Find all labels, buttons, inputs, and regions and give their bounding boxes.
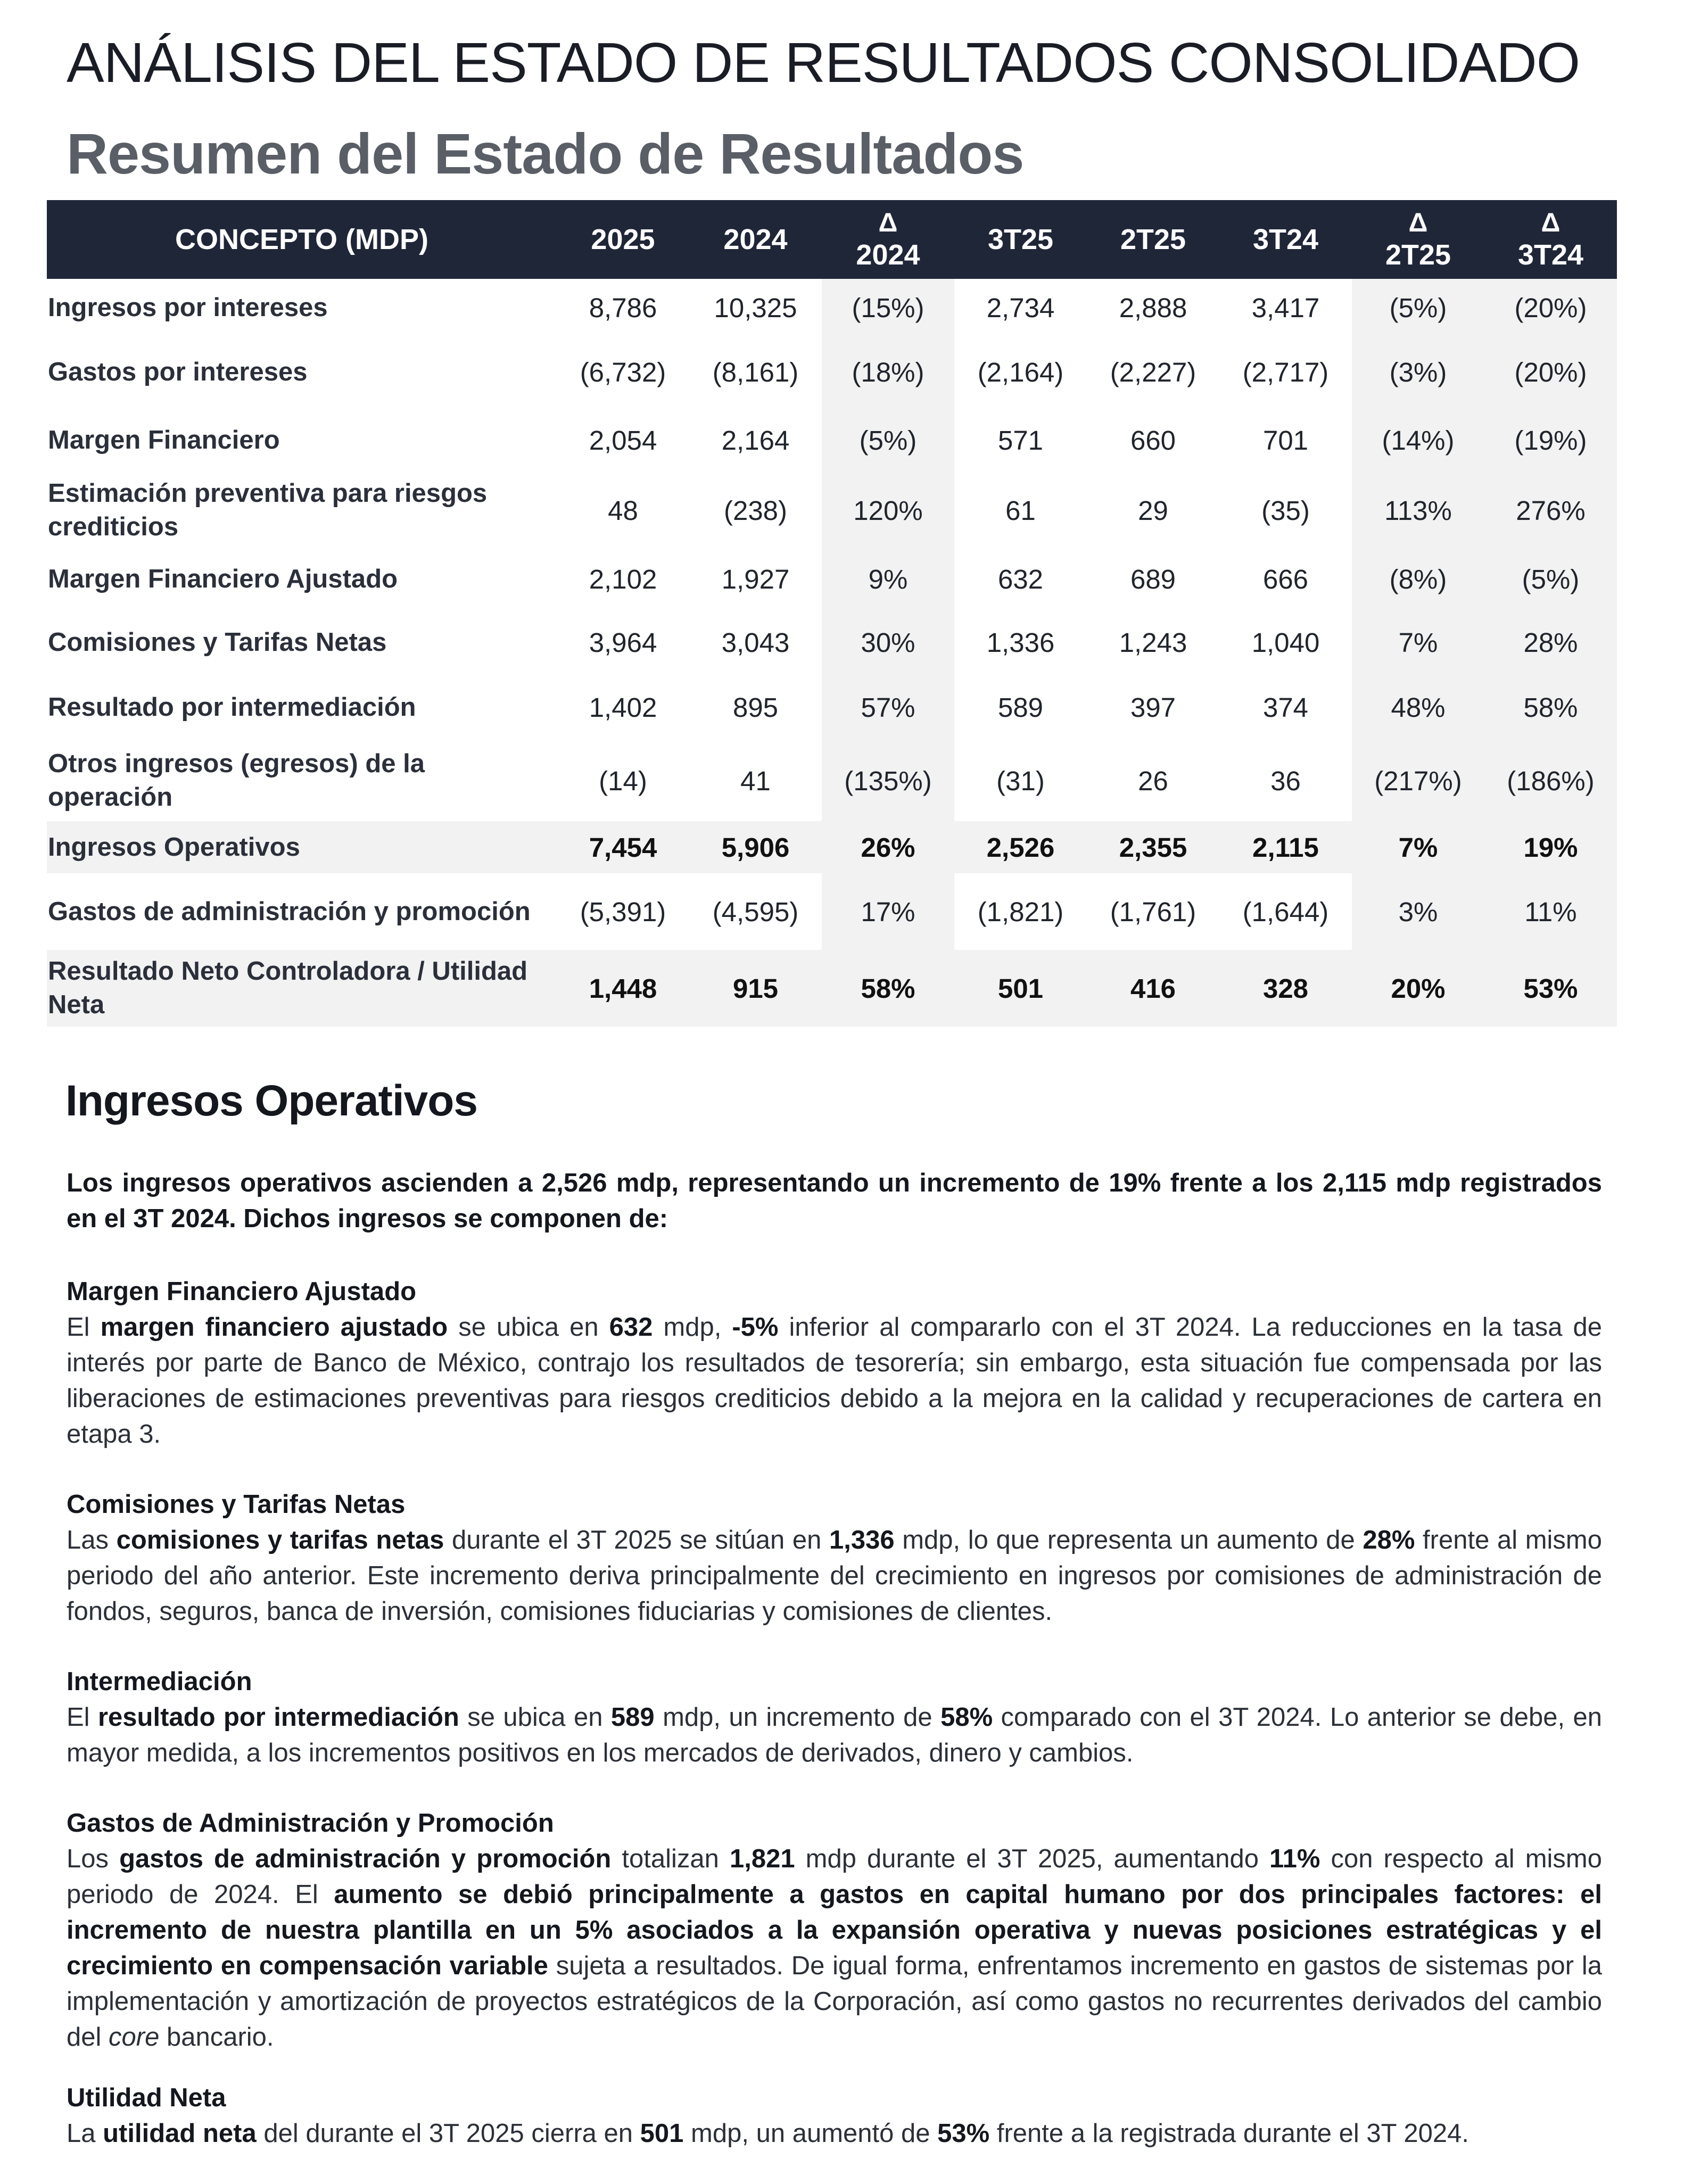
cell-delta-2t25: (5%) (1352, 279, 1484, 337)
intro-paragraph: Los ingresos operativos ascienden a 2,526 mdp, representando un incremento de 19% frente a los 2,115 mdp registrados en el 3T 2024. Dichos ingresos se componen de: (67, 1169, 1602, 1233)
cell-3t25: 632 (997, 564, 1044, 594)
paragraph-body (67, 1700, 1602, 1771)
cell-delta-3t24: 53% (1484, 950, 1617, 1027)
text: mdp, un incremento de (654, 1703, 941, 1732)
table-row (47, 950, 1617, 1027)
cell-3t25: 2,734 (986, 293, 1055, 323)
cell-2025: (6,732) (580, 357, 666, 387)
cell-delta-2t25: 20% (1352, 950, 1484, 1027)
text: se ubica en (448, 1313, 609, 1342)
row-concept: Ingresos Operativos (47, 821, 557, 873)
text: El (67, 1703, 98, 1732)
table-row (47, 740, 1617, 821)
cell-3t25: 1,336 (986, 627, 1055, 658)
cell-3t24: 701 (1262, 425, 1309, 456)
cell-2024: 2,164 (721, 425, 790, 456)
cell-3t24: (2,717) (1242, 357, 1329, 387)
cell-3t25: 501 (954, 950, 1087, 1027)
paragraph-body (67, 1523, 1602, 1629)
header-3t24: 3T24 (1219, 200, 1352, 279)
cell-delta-3t24: (20%) (1484, 337, 1617, 407)
cell-2t25: (1,761) (1110, 896, 1196, 927)
table-row (47, 407, 1617, 473)
cell-delta-2024: 57% (822, 674, 954, 740)
row-concept: Otros ingresos (egresos) de la operación (48, 749, 425, 812)
header-delta-2t25 (1352, 200, 1484, 279)
cell-delta-2024: 9% (822, 548, 954, 610)
bold-text: 589 (610, 1703, 655, 1732)
table-row (47, 279, 1617, 337)
table-row (47, 548, 1617, 610)
section-subtitle: Resumen del Estado de Resultados (67, 121, 1024, 186)
header-delta-2024 (822, 200, 954, 279)
delta-icon: Δ (1541, 208, 1560, 238)
text: Las (67, 1526, 117, 1554)
cell-3t24: 3,417 (1251, 293, 1320, 323)
cell-3t24: 666 (1262, 564, 1309, 594)
cell-2t25: 29 (1138, 495, 1168, 526)
cell-3t25: (2,164) (977, 357, 1064, 387)
cell-3t25: 61 (1005, 495, 1036, 526)
bold-text: gastos de administración y promoción (119, 1844, 612, 1873)
text: mdp, lo que representa un aumento de (894, 1526, 1363, 1554)
cell-delta-2024: (15%) (822, 279, 954, 337)
bold-text: utilidad neta (103, 2119, 257, 2148)
italic-text: core (109, 2023, 160, 2051)
bold-text: 632 (609, 1313, 653, 1342)
cell-delta-3t24: 58% (1484, 674, 1617, 740)
text: se ubica en (459, 1703, 611, 1732)
cell-2025: 2,102 (589, 564, 657, 594)
cell-delta-3t24: (5%) (1484, 548, 1617, 610)
cell-delta-2t25: (3%) (1352, 337, 1484, 407)
cell-3t24: 374 (1262, 692, 1309, 723)
cell-delta-2024: 58% (822, 950, 954, 1027)
cell-3t25: 589 (997, 692, 1044, 723)
paragraph-gastos (67, 1806, 1602, 2055)
row-concept: Estimación preventiva para riesgos crediticios (48, 479, 488, 541)
bold-text: comisiones y tarifas netas (116, 1526, 444, 1554)
cell-delta-3t24: (186%) (1484, 740, 1617, 821)
table-row (47, 821, 1617, 873)
cell-2025: 7,454 (557, 821, 689, 873)
cell-2025: (14) (599, 765, 647, 796)
row-concept: Resultado Neto Controladora / Utilidad Neta (47, 950, 557, 1027)
cell-delta-2024: (5%) (822, 407, 954, 473)
bold-text: 58% (940, 1703, 993, 1732)
bold-text: 1,821 (729, 1844, 795, 1873)
paragraph-comisiones (67, 1487, 1602, 1629)
header-delta-2024-label: 2024 (856, 238, 920, 271)
paragraph-intermediacion (67, 1664, 1602, 1771)
bold-text: resultado por intermediación (97, 1703, 459, 1732)
cell-2025: 2,054 (589, 425, 657, 456)
cell-delta-2t25: 7% (1352, 821, 1484, 873)
cell-delta-2t25: 113% (1352, 473, 1484, 548)
cell-2025: 3,964 (589, 627, 657, 658)
cell-3t25: 571 (997, 425, 1044, 456)
text: comparado con el 3T 2024. Lo anterior se debe, en mayor medida, a los incrementos positivos en los mercados de derivados, dinero y cambios. (67, 1703, 1603, 1767)
cell-3t24: (1,644) (1242, 896, 1329, 927)
row-concept: Resultado por intermediación (48, 692, 416, 722)
text: mdp, un aumentó de (683, 2119, 938, 2148)
cell-3t24: 36 (1270, 765, 1301, 796)
table-header-row (47, 200, 1617, 279)
cell-delta-2024: 26% (822, 821, 954, 873)
text: bancario. (159, 2023, 274, 2051)
cell-2t25: 416 (1087, 950, 1219, 1027)
cell-2024: 1,927 (721, 564, 790, 594)
cell-delta-2t25: (14%) (1352, 407, 1484, 473)
text: frente a la registrada durante el 3T 2024. (989, 2119, 1469, 2148)
cell-3t25: 2,526 (954, 821, 1087, 873)
paragraph-margen-financiero (67, 1274, 1602, 1452)
cell-delta-3t24: (19%) (1484, 407, 1617, 473)
cell-delta-2t25: 7% (1352, 610, 1484, 674)
cell-2024: 895 (732, 692, 779, 723)
cell-delta-2024: 30% (822, 610, 954, 674)
cell-2024: 915 (689, 950, 822, 1027)
cell-2t25: 26 (1138, 765, 1168, 796)
row-concept: Margen Financiero (48, 425, 280, 454)
bold-text: aumento se debió principalmente a gastos en capital humano por dos principales factores: el incremento de nuestra plantilla en un 5% asociados a la expansión operativa y nuevas posiciones estratégicas y el crecimiento en compensación variable (67, 1880, 1602, 1980)
cell-2t25: 1,243 (1119, 627, 1187, 658)
cell-3t24: 328 (1219, 950, 1352, 1027)
row-concept: Ingresos por intereses (48, 293, 328, 322)
cell-2024: 10,325 (714, 293, 797, 323)
text: Los (67, 1844, 120, 1873)
header-2025: 2025 (557, 200, 689, 279)
cell-delta-3t24: 276% (1484, 473, 1617, 548)
cell-3t25: (1,821) (977, 896, 1064, 927)
text: totalizan (611, 1844, 730, 1873)
header-3t25: 3T25 (954, 200, 1087, 279)
cell-delta-2t25: (217%) (1352, 740, 1484, 821)
bold-text: -5% (732, 1313, 779, 1342)
cell-2025: (5,391) (580, 896, 666, 927)
cell-delta-3t24: 19% (1484, 821, 1617, 873)
cell-delta-2024: (18%) (822, 337, 954, 407)
bold-text: 53% (937, 2119, 990, 2148)
cell-2025: 48 (608, 495, 638, 526)
bold-text: 1,336 (829, 1526, 895, 1554)
text: frente al mismo periodo del año anterior. Este incremento deriva principalmente del crecimiento en ingresos por comisiones de administración de fondos, seguros, banca de inversión, comisiones fiduciarias y comisiones de clientes. (67, 1526, 1602, 1626)
cell-3t25: (31) (996, 765, 1045, 796)
cell-delta-2t25: (8%) (1352, 548, 1484, 610)
cell-delta-2024: 17% (822, 873, 954, 950)
text: mdp, (653, 1313, 732, 1342)
cell-delta-2t25: 48% (1352, 674, 1484, 740)
paragraph-utilidad-neta (67, 2080, 1602, 2152)
cell-2024: (238) (723, 495, 788, 526)
cell-2025: 1,402 (589, 692, 657, 723)
cell-2024: (8,161) (712, 357, 799, 387)
bold-text: 11% (1269, 1844, 1320, 1873)
results-table-container (47, 200, 1605, 1027)
cell-3t24: (35) (1261, 495, 1310, 526)
table-row (47, 610, 1617, 674)
cell-delta-2t25: 3% (1352, 873, 1484, 950)
table-row (47, 473, 1617, 548)
cell-2024: 5,906 (689, 821, 822, 873)
table-row (47, 873, 1617, 950)
paragraph-body (67, 2116, 1602, 2152)
header-delta-3t24 (1484, 200, 1617, 279)
text: sujeta a resultados. De igual forma, enfrentamos incremento en gastos de sistemas por la implementación y amortización de proyectos estratégicos de la Corporación, así como gastos no recurrentes derivados del cambio del (67, 1951, 1603, 2051)
paragraph-heading: Intermediación (67, 1667, 252, 1696)
row-concept: Gastos de administración y promoción (48, 897, 531, 926)
row-concept: Comisiones y Tarifas Netas (48, 627, 387, 657)
section-title: Ingresos Operativos (65, 1077, 477, 1125)
paragraph-heading: Gastos de Administración y Promoción (67, 1809, 554, 1838)
cell-delta-2024: 120% (822, 473, 954, 548)
results-table (47, 200, 1617, 1027)
cell-delta-3t24: 11% (1484, 873, 1617, 950)
row-concept: Gastos por intereses (48, 357, 308, 386)
cell-delta-2024: (135%) (822, 740, 954, 821)
header-2t25: 2T25 (1087, 200, 1219, 279)
cell-2t25: (2,227) (1110, 357, 1196, 387)
cell-2025: 1,448 (557, 950, 689, 1027)
bold-text: 501 (640, 2119, 684, 2148)
cell-2024: 41 (740, 765, 771, 796)
delta-icon: Δ (878, 208, 898, 238)
cell-2t25: 2,355 (1087, 821, 1219, 873)
text: inferior al compararlo con el 3T 2024. La reducciones en la tasa de interés por parte de Banco de México, contrajo los resultados de tesorería; sin embargo, esta situación fue compensada por las liberaciones de estimaciones preventivas para riesgos crediticios debido a la mejora en la calidad y recuperaciones de cartera en etapa 3. (67, 1313, 1602, 1449)
paragraph-heading: Utilidad Neta (67, 2083, 226, 2112)
header-delta-3t24-label: 3T24 (1517, 238, 1584, 271)
header-2024: 2024 (689, 200, 822, 279)
cell-3t24: 2,115 (1219, 821, 1352, 873)
paragraph-heading: Comisiones y Tarifas Netas (67, 1490, 406, 1519)
table-row (47, 674, 1617, 740)
text: La (67, 2119, 103, 2148)
cell-2t25: 660 (1130, 425, 1176, 456)
text: del durante el 3T 2025 cierra en (256, 2119, 640, 2148)
text: mdp durante el 3T 2025, aumentando (795, 1844, 1270, 1873)
cell-delta-3t24: 28% (1484, 610, 1617, 674)
cell-delta-3t24: (20%) (1484, 279, 1617, 337)
paragraph-body (67, 1841, 1602, 2055)
text: con respecto al mismo periodo de 2024. El (67, 1844, 1602, 1909)
cell-2024: 3,043 (721, 627, 790, 658)
cell-2t25: 397 (1130, 692, 1176, 723)
paragraph-body (67, 1310, 1602, 1452)
delta-icon: Δ (1408, 208, 1428, 238)
paragraph-heading: Margen Financiero Ajustado (67, 1277, 417, 1306)
cell-2024: (4,595) (712, 896, 799, 927)
text: durante el 3T 2025 se sitúan en (444, 1526, 829, 1554)
cell-2025: 8,786 (589, 293, 657, 323)
bold-text: 28% (1363, 1526, 1415, 1554)
header-concept: CONCEPTO (MDP) (47, 200, 557, 279)
row-concept: Margen Financiero Ajustado (48, 564, 398, 593)
bold-text: margen financiero ajustado (100, 1313, 448, 1342)
cell-3t24: 1,040 (1251, 627, 1320, 658)
page-title: ANÁLISIS DEL ESTADO DE RESULTADOS CONSOLIDADO (67, 31, 1580, 94)
cell-2t25: 2,888 (1119, 293, 1187, 323)
text: El (67, 1313, 101, 1342)
table-row (47, 337, 1617, 407)
cell-2t25: 689 (1130, 564, 1176, 594)
header-delta-2t25-label: 2T25 (1385, 238, 1451, 271)
